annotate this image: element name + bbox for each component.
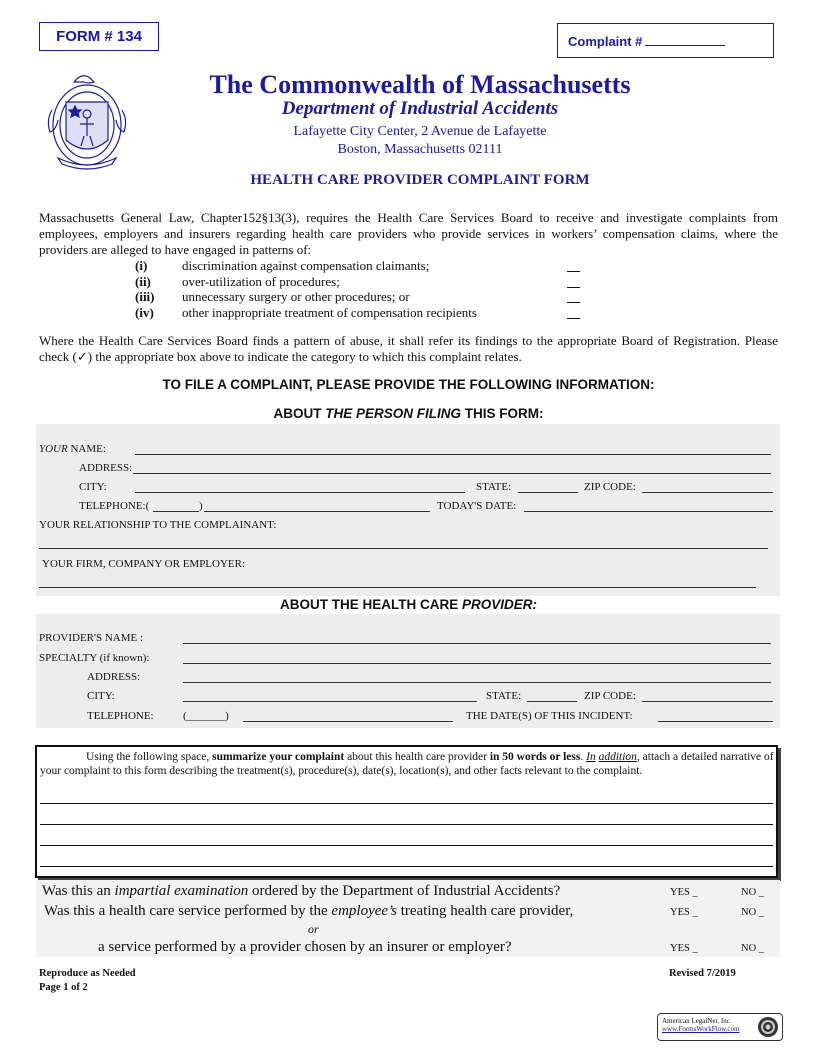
reproduce-note: Reproduce as Needed	[39, 968, 136, 979]
complaint-number-label: Complaint #	[568, 34, 643, 49]
firm-field[interactable]	[39, 587, 756, 588]
form-title: HEALTH CARE PROVIDER COMPLAINT FORM	[250, 172, 590, 188]
zip-field[interactable]	[642, 492, 773, 493]
category-checkbox[interactable]	[567, 258, 580, 272]
provider-city-field[interactable]	[183, 701, 477, 702]
referral-paragraph: Where the Health Care Services Board finds a pattern of abuse, it shall refer its findings to the appropriate Board of Registration. Please check (✓) the appropriate box above to indicate the category to which this complaint relates.	[39, 333, 778, 364]
file-complaint-heading: TO FILE A COMPLAINT, PLEASE PROVIDE THE FOLLOWING INFORMATION:	[162, 377, 655, 392]
provider-address-field[interactable]	[183, 682, 771, 683]
summary-line[interactable]	[40, 824, 773, 825]
zip-label: ZIP CODE:	[584, 481, 636, 493]
revision-date: Revised 7/2019	[669, 968, 736, 979]
q2-yes-checkbox[interactable]: YES _	[670, 907, 698, 918]
list-item	[135, 305, 595, 321]
list-item	[135, 258, 595, 274]
page-title: The Commonwealth of Massachusetts	[209, 70, 631, 99]
q3-yes-checkbox[interactable]: YES _	[670, 943, 698, 954]
state-field[interactable]	[518, 492, 578, 493]
item-number: (ii)	[135, 273, 151, 289]
item-text: other inappropriate treatment of compensation recipients	[182, 304, 477, 320]
intro-paragraph: Massachusetts General Law, Chapter152§13(3), requires the Health Care Services Board to receive and investigate complaints from employees, employers and insurers regarding health care providers who provide services in workers’ compensation claims, where the providers are alleged to have engaged in patterns of:	[39, 210, 778, 257]
specialty-label: SPECIALTY (if known):	[39, 652, 150, 664]
provider-telephone-field[interactable]	[243, 721, 453, 722]
department-address	[180, 123, 660, 159]
category-checkbox[interactable]	[567, 289, 580, 303]
department-name: Department of Industrial Accidents	[281, 98, 559, 119]
category-checkbox[interactable]	[567, 305, 580, 319]
item-number: (i)	[135, 258, 148, 273]
incident-date-field[interactable]	[658, 721, 773, 722]
provider-telephone-label: TELEPHONE:	[87, 710, 154, 722]
massachusetts-seal-icon	[44, 70, 130, 176]
provider-name-field[interactable]	[183, 643, 771, 644]
category-checkbox[interactable]	[567, 274, 580, 288]
list-item	[135, 274, 595, 290]
city-field[interactable]	[135, 492, 465, 493]
item-text: over-utilization of procedures;	[182, 273, 340, 289]
specialty-field[interactable]	[183, 663, 771, 664]
item-text: unnecessary surgery or other procedures; or	[182, 289, 410, 304]
provider-zip-label: ZIP CODE:	[584, 690, 636, 702]
incident-date-label: THE DATE(S) OF THIS INCIDENT:	[466, 710, 633, 722]
item-number: (iv)	[135, 304, 154, 320]
address-line-2: Boston, Massachusetts 02111	[337, 142, 503, 157]
logo-text: American LegalNet, Inc. www.FormsWorkFlow.com	[662, 1017, 740, 1033]
category-list	[135, 258, 595, 320]
todays-date-field[interactable]	[524, 511, 773, 512]
complaint-summary-box[interactable]	[35, 745, 778, 878]
complaint-number-box[interactable]	[557, 23, 774, 58]
telephone-field[interactable]	[204, 511, 430, 512]
provider-area-code-field[interactable]: (_______)	[183, 710, 229, 722]
q2-no-checkbox[interactable]: NO _	[741, 907, 765, 918]
summary-line[interactable]	[40, 866, 773, 867]
page-number: Page 1 of 2	[39, 982, 88, 993]
relationship-label: YOUR RELATIONSHIP TO THE COMPLAINANT:	[39, 519, 277, 531]
item-number: (iii)	[135, 289, 155, 304]
provider-zip-field[interactable]	[642, 701, 773, 702]
person-filing-heading: ABOUT THE PERSON FILING THIS FORM:	[273, 406, 544, 421]
state-label: STATE:	[476, 481, 512, 493]
telephone-label: TELEPHONE:(	[79, 500, 150, 512]
summary-line[interactable]	[40, 803, 773, 804]
q3-no-checkbox[interactable]: NO _	[741, 943, 765, 954]
provider-city-label: CITY:	[87, 690, 115, 702]
provider-heading: ABOUT THE HEALTH CARE PROVIDER:	[279, 597, 537, 612]
q1-yes-checkbox[interactable]: YES _	[670, 887, 698, 898]
legalnet-logo[interactable]	[657, 1013, 783, 1041]
address-label: ADDRESS:	[79, 462, 133, 474]
your-name-field[interactable]	[135, 454, 771, 455]
question-insurer-provider: a service performed by a provider chosen by an insurer or employer?	[98, 939, 512, 955]
globe-icon	[757, 1016, 779, 1038]
complaint-number-field[interactable]	[645, 33, 725, 46]
summary-instructions: Using the following space, summarize your complaint about this health care provider in 50 words or less. In addition, attach a detailed narrative of your complaint to this form describing the treatment(s), procedure(s), date(s), location(s), and other facts relevant to the complaint.	[40, 751, 774, 777]
q1-no-checkbox[interactable]: NO _	[741, 887, 765, 898]
provider-address-label: ADDRESS:	[87, 671, 141, 683]
provider-state-label: STATE:	[486, 690, 522, 702]
todays-date-label: TODAY'S DATE:	[437, 500, 517, 512]
telephone-paren: )	[199, 500, 203, 512]
item-text: discrimination against compensation claimants;	[182, 258, 430, 273]
or-separator: or	[308, 922, 319, 936]
form-number: FORM # 134	[39, 22, 159, 51]
question-treating-provider: Was this a health care service performed by the employee’s treating health care provider,	[44, 903, 574, 919]
area-code-field[interactable]	[153, 511, 199, 512]
city-label: CITY:	[79, 481, 107, 493]
your-name-label: YOUR NAME:	[39, 443, 106, 455]
question-impartial-exam: Was this an impartial examination ordered by the Department of Industrial Accidents?	[42, 883, 561, 899]
provider-state-field[interactable]	[527, 701, 577, 702]
firm-label: YOUR FIRM, COMPANY OR EMPLOYER:	[42, 558, 246, 570]
relationship-field[interactable]	[39, 548, 768, 549]
address-line-1: Lafayette City Center, 2 Avenue de Lafayette	[293, 124, 547, 139]
summary-line[interactable]	[40, 845, 773, 846]
provider-name-label: PROVIDER'S NAME :	[39, 632, 144, 644]
address-field[interactable]	[133, 473, 771, 474]
list-item	[135, 289, 595, 305]
